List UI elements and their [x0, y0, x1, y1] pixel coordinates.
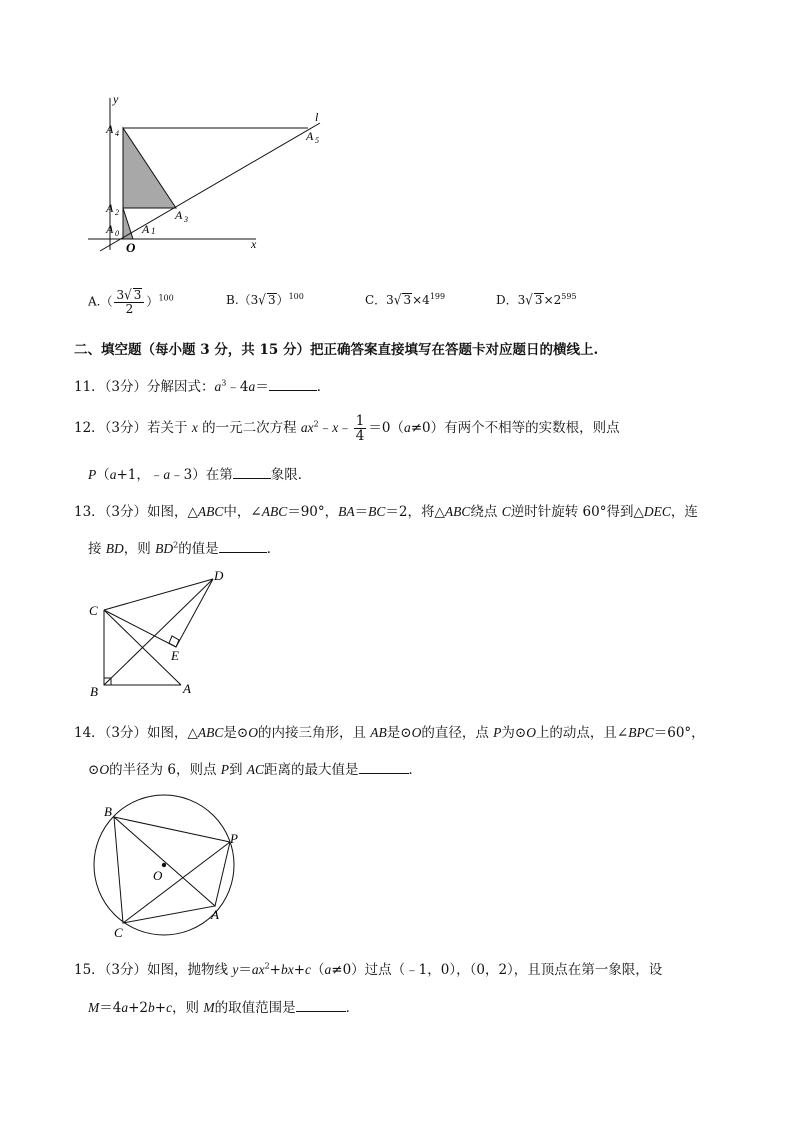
question-13-line1: 13．（3分）如图，△ABC中，∠ABC＝90°，BA＝BC＝2，将△ABC绕点 C逆时针旋转 60°得到△DEC，连: [74, 504, 698, 520]
section-heading: 二、填空题（每小题 3 分，共 15 分）把正确答案直接填写在答题卡对应题日的横线上.: [74, 342, 599, 358]
answer-blank-15[interactable]: [296, 999, 346, 1012]
option-b: B.（3√ 3）$^{100}$: [226, 291, 304, 309]
svg-text:P: P: [230, 831, 238, 846]
segment-ce: [104, 610, 176, 647]
label-o: O: [126, 240, 136, 255]
answer-blank-11[interactable]: [269, 378, 317, 391]
question-15-line1: 15．（3分）如图，抛物线 $y=ax^2+bx+c(a\ne 0)$过点（﹣1，0），（0，2），且顶点在第一象限，设: [74, 961, 663, 978]
figure-q10: [88, 88, 338, 258]
svg-text:0: 0: [115, 229, 119, 238]
label-x: x: [251, 237, 257, 251]
answer-blank-14[interactable]: [359, 761, 409, 774]
question-13-line2: 接 BD，则 $BD^2$的值是 ．: [88, 540, 281, 557]
svg-text:D: D: [214, 568, 224, 583]
figure-q14: [88, 792, 258, 942]
answer-blank-13[interactable]: [219, 540, 267, 553]
svg-text:1: 1: [151, 226, 156, 236]
segment-bp: [114, 817, 230, 842]
shaded-triangle-large: [123, 128, 176, 208]
svg-text:B: B: [90, 684, 98, 699]
label-a2: A: [106, 201, 114, 215]
option-a: A.（ $\frac{3√ 3}{2}$ ）$^{100}$: [88, 286, 174, 317]
svg-text:4: 4: [115, 129, 119, 138]
label-a3: A: [175, 208, 183, 222]
center-point: [162, 863, 166, 867]
option-d: D．3√ $3\times 2^{595}$: [496, 291, 577, 309]
svg-text:B: B: [104, 804, 112, 819]
triangle-abc: [114, 817, 215, 923]
label-a5: A: [306, 129, 314, 143]
figure-q13: [84, 568, 234, 700]
svg-text:O: O: [153, 868, 163, 883]
label-a4: A: [106, 122, 114, 136]
label-l: l: [315, 110, 319, 124]
question-12-line1: 12．（3分）若关于 x 的一元二次方程 $ax^2﹣x﹣$ $\frac{1}{4}$ ＝0（a≠0）有两个不相等的实数根，则点: [74, 413, 620, 445]
right-angle-e: [169, 636, 179, 647]
label-y: y: [113, 92, 119, 106]
option-c: C．3√ $3\times 4^{199}$: [365, 291, 446, 309]
question-14-line2: ⊙O的半径为 6，则点 P到 AC距离的最大值是 ．: [88, 762, 423, 778]
label-a0: A: [106, 222, 114, 236]
svg-text:2: 2: [115, 208, 119, 217]
svg-text:A: A: [183, 681, 191, 696]
svg-text:3: 3: [184, 215, 188, 224]
answer-blank-12[interactable]: [233, 466, 271, 479]
svg-text:5: 5: [315, 136, 319, 145]
question-14-line1: 14．（3分）如图，△ABC是⊙O的内接三角形，且 AB是⊙O的直径，点 P为⊙O上的动点，且∠BPC＝60°，: [74, 725, 705, 741]
question-12-line2: P（a+1，﹣a﹣3）在第 象限．: [88, 467, 312, 483]
segment-ed: [176, 579, 213, 647]
svg-text:C: C: [89, 603, 98, 618]
svg-text:A: A: [211, 907, 219, 922]
svg-text:C: C: [114, 925, 123, 940]
svg-text:E: E: [171, 648, 179, 663]
question-15-line2: M＝4a+2b+c，则 M的取值范围是 ．: [88, 1000, 360, 1016]
label-a1: A: [142, 222, 150, 236]
question-11: 11．（3分）分解因式：$a^3﹣4a=$ ．: [74, 378, 331, 395]
